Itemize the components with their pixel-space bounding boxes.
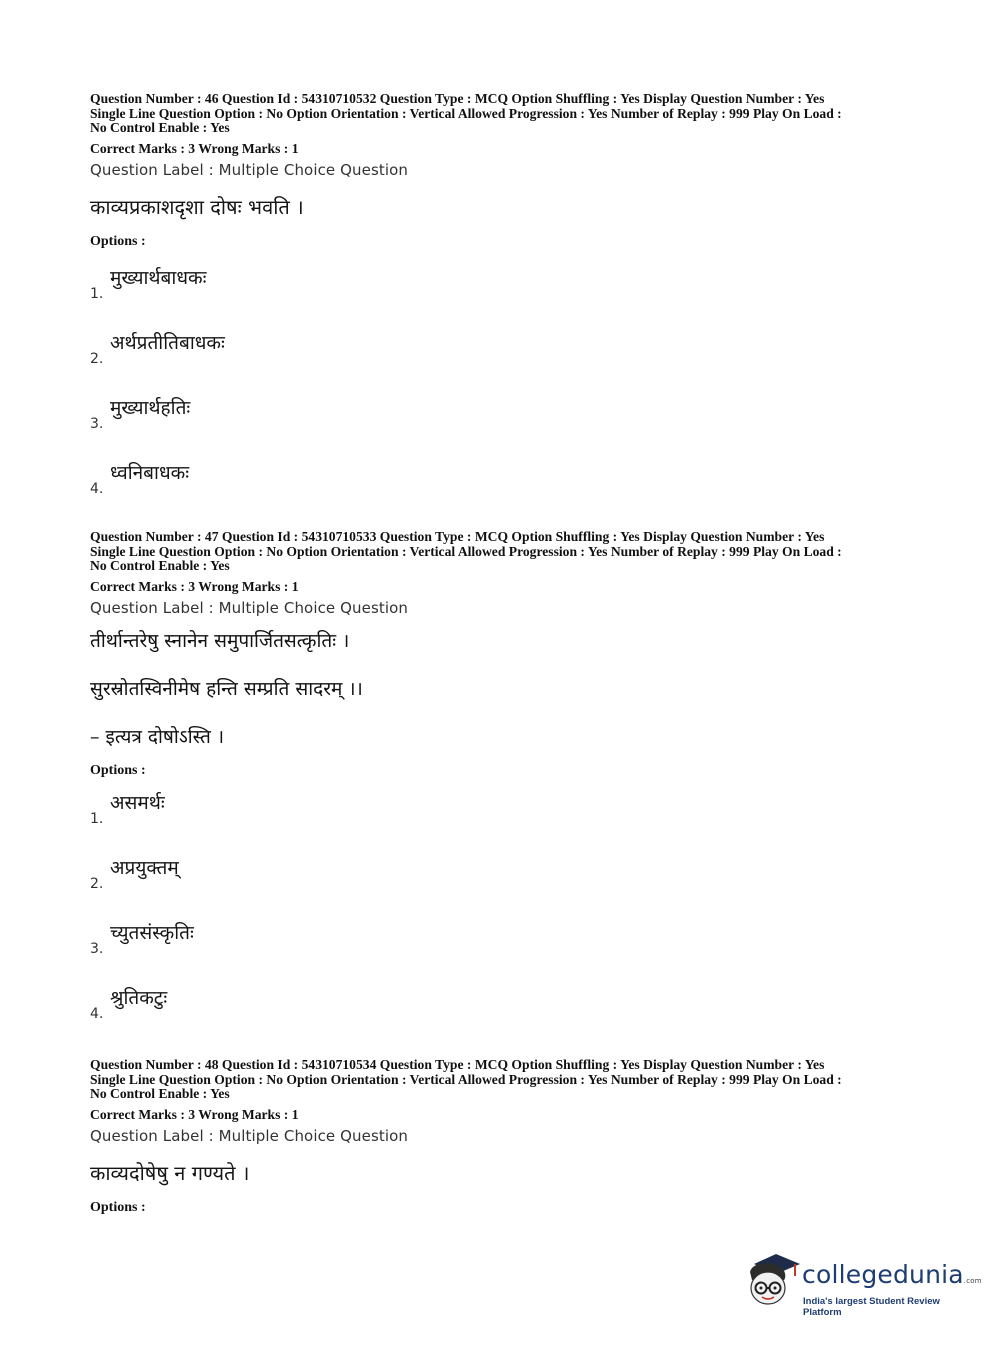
- option-text: श्रुतिकटुः: [110, 986, 168, 1009]
- question-meta-line: Single Line Question Option : No Option Orientation : Vertical Allowed Progression : Yes Number of Replay : 999 Play On Load :: [90, 543, 842, 559]
- option-item[interactable]: [90, 329, 920, 394]
- option-item[interactable]: [90, 789, 920, 854]
- question-label: Question Label : Multiple Choice Question: [90, 598, 409, 617]
- question-block-48: [90, 1058, 920, 1216]
- logo-dotcom: .com: [963, 1277, 982, 1285]
- collegedunia-logo[interactable]: [742, 1250, 982, 1318]
- option-text: अप्रयुक्तम्: [110, 856, 179, 879]
- mascot-icon: [742, 1250, 802, 1316]
- question-meta-line: No Control Enable : Yes: [90, 1086, 230, 1101]
- question-meta-line: Single Line Question Option : No Option Orientation : Vertical Allowed Progression : Yes Number of Replay : 999 Play On Load :: [90, 105, 842, 121]
- marks-line: Correct Marks : 3 Wrong Marks : 1: [90, 578, 299, 594]
- option-text: ध्वनिबाधकः: [110, 461, 190, 484]
- question-meta-line: Question Number : 47 Question Id : 54310710533 Question Type : MCQ Option Shuffling : Yes Display Question Number : Yes: [90, 529, 825, 544]
- stem-line: तीर्थान्तरेषु स्नानेन समुपार्जितसत्कृतिः ।: [90, 629, 350, 652]
- question-meta-line: Question Number : 46 Question Id : 54310710532 Question Type : MCQ Option Shuffling : Yes Display Question Number : Yes: [90, 91, 825, 106]
- option-number: 3.: [90, 415, 104, 432]
- question-meta-line: Question Number : 48 Question Id : 54310710534 Question Type : MCQ Option Shuffling : Yes Display Question Number : Yes: [90, 1057, 825, 1072]
- stem-line: सुरस्रोतस्विनीमेष हन्ति सम्प्रति सादरम् ।।: [90, 677, 363, 700]
- options-heading: Options :: [90, 233, 146, 249]
- options-heading: Options :: [90, 1199, 146, 1215]
- logo-wordmark: [802, 1260, 982, 1289]
- question-stem: [90, 627, 920, 749]
- option-item[interactable]: [90, 394, 920, 459]
- question-meta-line: No Control Enable : Yes: [90, 558, 230, 573]
- options-heading: Options :: [90, 762, 146, 778]
- question-stem: काव्यप्रकाशदृशा दोषः भवति ।: [90, 194, 304, 219]
- option-text: असमर्थः: [110, 791, 165, 814]
- question-label: Question Label : Multiple Choice Question: [90, 160, 409, 179]
- options-list: [90, 789, 920, 1049]
- question-block-47: [90, 530, 920, 1058]
- logo-tagline: India's largest Student Review Platform: [803, 1296, 940, 1318]
- option-item[interactable]: [90, 984, 920, 1049]
- option-number: 2.: [90, 875, 104, 892]
- option-number: 1.: [90, 285, 104, 302]
- option-item[interactable]: [90, 459, 920, 524]
- question-label: Question Label : Multiple Choice Question: [90, 1126, 409, 1145]
- option-item[interactable]: [90, 264, 920, 329]
- stem-line: – इत्यत्र दोषोऽस्ति ।: [90, 725, 225, 748]
- question-meta-line: No Control Enable : Yes: [90, 120, 230, 135]
- option-text: च्युतसंस्कृतिः: [110, 921, 194, 944]
- option-item[interactable]: [90, 854, 920, 919]
- document-page: [90, 92, 920, 1216]
- option-number: 2.: [90, 350, 104, 367]
- option-text: अर्थप्रतीतिबाधकः: [110, 331, 225, 354]
- option-item[interactable]: [90, 919, 920, 984]
- question-block-46: [90, 92, 920, 530]
- option-text: मुख्यार्थहतिः: [110, 396, 191, 419]
- options-list: [90, 264, 920, 524]
- option-number: 3.: [90, 940, 104, 957]
- marks-line: Correct Marks : 3 Wrong Marks : 1: [90, 140, 299, 156]
- marks-line: Correct Marks : 3 Wrong Marks : 1: [90, 1106, 299, 1122]
- option-number: 1.: [90, 810, 104, 827]
- question-stem: काव्यदोषेषु न गण्यते ।: [90, 1160, 250, 1185]
- option-text: मुख्यार्थबाधकः: [110, 266, 207, 289]
- option-number: 4.: [90, 480, 104, 497]
- logo-name-text: collegedunia: [802, 1260, 964, 1289]
- question-meta-line: Single Line Question Option : No Option Orientation : Vertical Allowed Progression : Yes Number of Replay : 999 Play On Load :: [90, 1071, 842, 1087]
- option-number: 4.: [90, 1005, 104, 1022]
